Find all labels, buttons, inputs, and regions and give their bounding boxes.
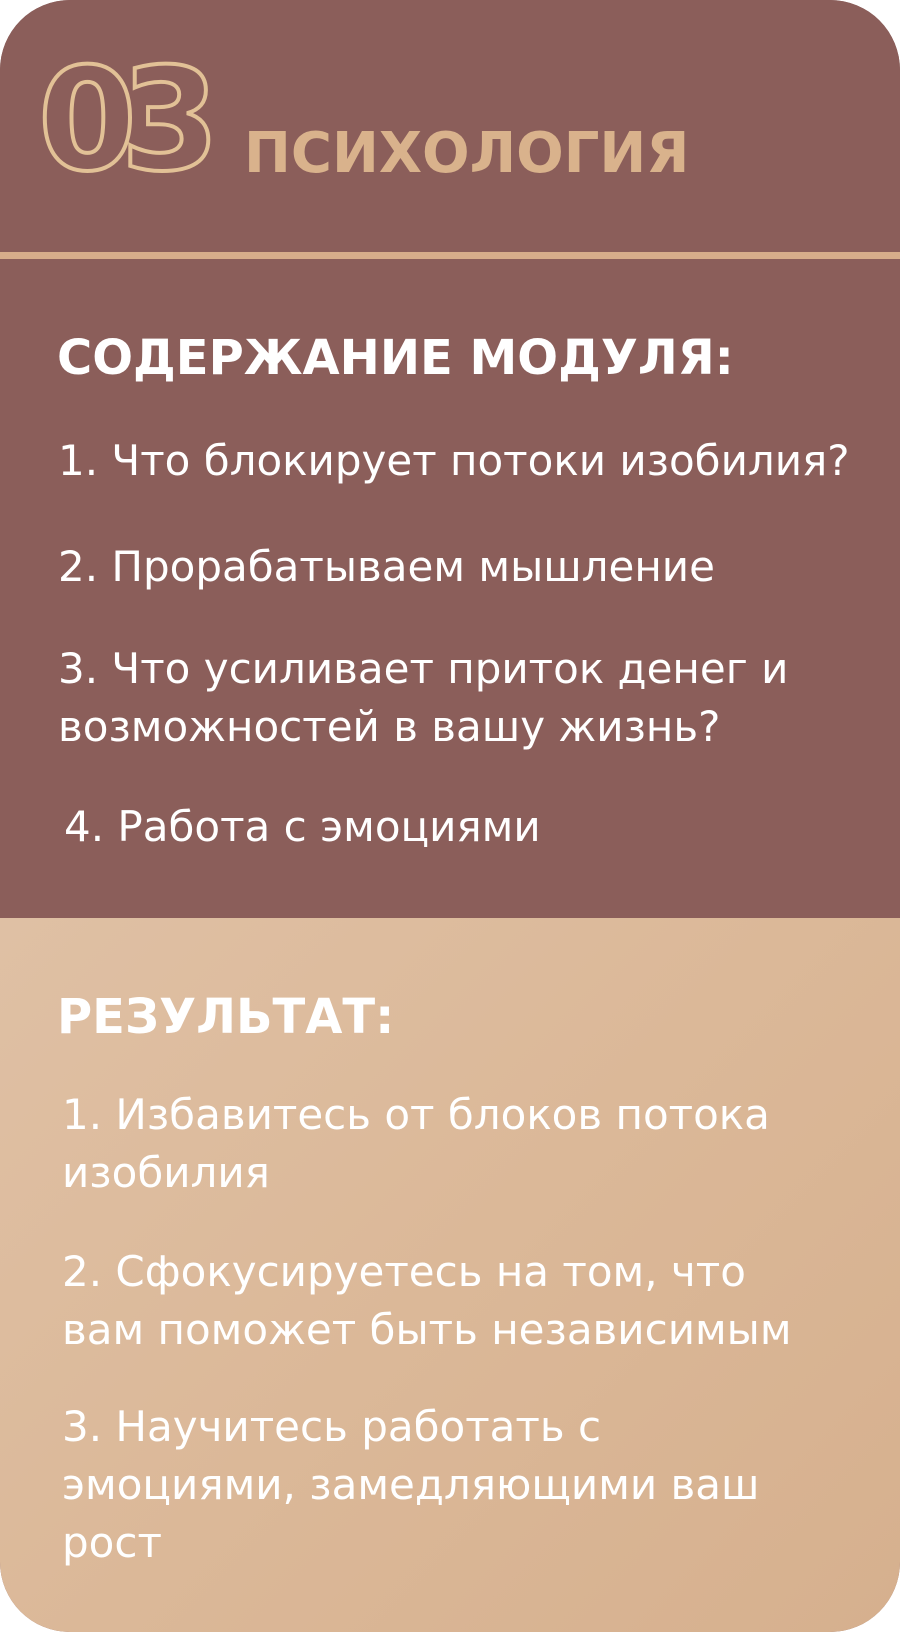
result-item-line: эмоциями, замедляющими ваш <box>62 1460 760 1509</box>
contents-item-line: 3. Что усиливает приток денег и <box>58 644 789 693</box>
contents-item-line: 4. Работа с эмоциями <box>64 802 541 851</box>
contents-item <box>58 432 850 490</box>
result-item-line: 2. Сфокусируетесь на том, что <box>62 1247 746 1296</box>
module-number: 03 <box>38 38 204 203</box>
module-header <box>0 0 900 252</box>
result-item-line: вам поможет быть независимым <box>62 1305 792 1354</box>
result-item-line: изобилия <box>62 1148 270 1197</box>
result-item <box>62 1243 792 1359</box>
contents-item <box>58 640 788 756</box>
result-item-line: рост <box>62 1518 162 1567</box>
result-item <box>62 1086 770 1202</box>
contents-item <box>58 538 715 596</box>
module-title: ПСИХОЛОГИЯ <box>244 121 690 186</box>
contents-item-line: возможностей в вашу жизнь? <box>58 702 721 751</box>
contents-item-line: 2. Прорабатываем мышление <box>58 542 715 591</box>
result-item <box>62 1398 759 1572</box>
contents-heading: СОДЕРЖАНИЕ МОДУЛЯ: <box>57 330 734 386</box>
contents-item <box>64 798 541 856</box>
header-divider <box>0 252 900 259</box>
result-item-line: 3. Научитесь работать с <box>62 1402 602 1451</box>
result-item-line: 1. Избавитесь от блоков потока <box>62 1090 770 1139</box>
contents-item-line: 1. Что блокирует потоки изобилия? <box>58 436 850 485</box>
result-heading: РЕЗУЛЬТАТ: <box>57 989 395 1045</box>
